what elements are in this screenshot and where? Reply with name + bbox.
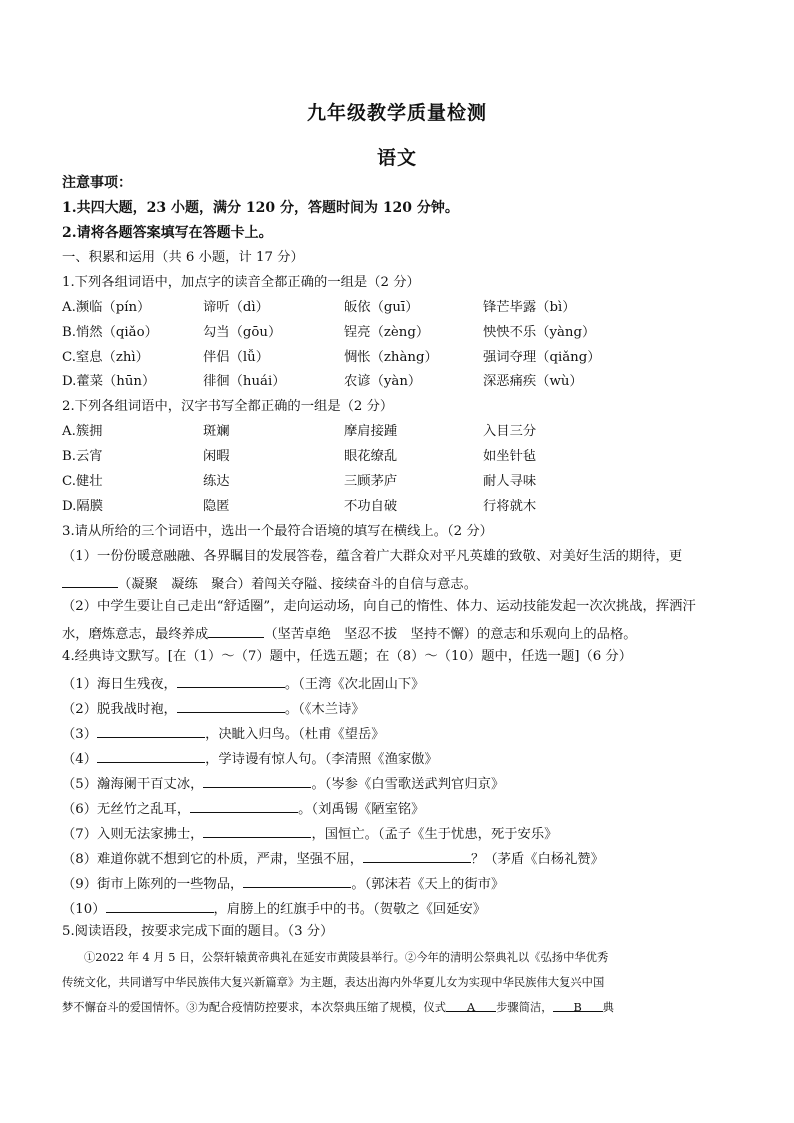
answer-blank — [243, 873, 351, 888]
option-cell: 锃亮（zèng） — [344, 325, 430, 340]
notes-heading: 注意事项： — [62, 175, 132, 191]
option-cell: C.窒息（zhì） — [62, 350, 149, 365]
q3-p2-line2-b: （坚苦卓绝 坚忍不拔 坚持不懈）的意志和乐观向上的品格。 — [264, 627, 637, 642]
poem-item — [62, 898, 742, 919]
poem-item — [62, 848, 742, 869]
option-cell: 伴侣（lǚ） — [203, 350, 270, 365]
answer-blank — [97, 748, 205, 763]
option-cell: 勾当（gōu） — [203, 325, 282, 340]
q5-passage-text: 梦不懈奋斗的爱国情怀。③为配合疫情防控要求，本次祭典压缩了规模，仪式 — [62, 1001, 447, 1014]
q5-stem: 5.阅读语段，按要求完成下面的题目。（3 分） — [62, 924, 334, 939]
answer-blank — [177, 673, 285, 688]
poem-item — [62, 748, 742, 769]
q3-p1-line1: （1）一份份暖意融融、各界瞩目的发展答卷，蕴含着广大群众对平凡英雄的致敬、对美好生活的期待，更 — [62, 549, 683, 564]
answer-blank — [203, 823, 311, 838]
option-cell: C.健壮 — [62, 474, 103, 489]
poem-post: 。（郭沫若《天上的街市》 — [351, 877, 505, 892]
notes-item-2: 2.请将各题答案填写在答题卡上。 — [62, 225, 273, 241]
option-cell: 眼花缭乱 — [344, 449, 398, 464]
option-cell: 深恶痛疾（wù） — [483, 374, 583, 389]
option-cell: 怏怏不乐（yàng） — [483, 325, 596, 340]
poem-post: ，国恒亡。（孟子《生于忧患，死于安乐》 — [311, 827, 558, 842]
q5-passage-line3 — [62, 995, 742, 1020]
option-cell: 谛听（dì） — [203, 300, 269, 315]
answer-blank — [208, 623, 264, 638]
q3-p2-line2 — [62, 623, 742, 644]
answer-blank — [190, 798, 298, 813]
poem-pre: （1）海日生残夜， — [62, 677, 177, 692]
poem-pre: （7）入则无法家拂士， — [62, 827, 204, 842]
poem-pre: （4） — [62, 752, 98, 767]
q5-passage-text: 典 — [602, 1001, 614, 1014]
poem-post: ，学诗谩有惊人句。（李清照《渔家傲》 — [205, 752, 438, 767]
blank-b: B — [553, 995, 603, 1012]
poem-item — [62, 723, 742, 744]
q5-passage-line2: 传统文化，共同谱写中华民族伟大复兴新篇章》为主题，表达出海内外华夏儿女为实现中华民族伟大复兴中国 — [62, 976, 605, 989]
q3-p1-line2 — [62, 573, 742, 594]
poem-item — [62, 823, 742, 844]
answer-blank — [62, 573, 118, 588]
subject-title: 语文 — [376, 147, 417, 169]
q5-passage-line1: ①2022 年 4 月 5 日，公祭轩辕黄帝典礼在延安市黄陵县举行。②今年的清明公祭典礼以《弘扬中华优秀 — [84, 951, 609, 964]
option-cell: 摩肩接踵 — [344, 424, 398, 439]
q3-p2-line1: （2）中学生要让自己走出“舒适圈”，走向运动场，向自己的惰性、体力、运动技能发起一次次挑战，挥洒汗 — [62, 599, 696, 614]
q2-stem: 2.下列各组词语中，汉字书写全都正确的一组是（2 分） — [62, 399, 394, 414]
option-cell: 行将就木 — [483, 499, 537, 514]
option-cell: 斑斓 — [203, 424, 230, 439]
q1-stem: 1.下列各组词语中，加点字的读音全都正确的一组是（2 分） — [62, 275, 420, 290]
poem-pre: （8）难道你就不想到它的朴质，严肃，坚强不屈， — [62, 852, 363, 867]
option-cell: D.藿菜（hūn） — [62, 374, 156, 389]
poem-pre: （5）瀚海阑干百丈冰， — [62, 777, 204, 792]
poem-item — [62, 798, 742, 819]
notes-item-1: 1.共四大题，23 小题，满分 120 分，答题时间为 120 分钟。 — [62, 200, 459, 216]
answer-blank — [203, 773, 311, 788]
option-cell: 锋芒毕露（bì） — [483, 300, 576, 315]
answer-blank — [106, 898, 214, 913]
option-cell: B.云宵 — [62, 449, 103, 464]
poem-post: ，决眦入归鸟。（杜甫《望岳》 — [205, 727, 385, 742]
option-cell: 闲暇 — [203, 449, 230, 464]
option-cell: D.隔膜 — [62, 499, 104, 514]
option-cell: 惆怅（zhàng） — [344, 350, 438, 365]
q3-p2-line2-a: 水，磨炼意志，最终养成 — [62, 627, 209, 642]
option-cell: 练达 — [203, 474, 230, 489]
section-1-heading: 一、积累和运用（共 6 小题，计 17 分） — [62, 250, 304, 265]
option-cell: A.濒临（pín） — [62, 300, 151, 315]
poem-item — [62, 873, 742, 894]
poem-item — [62, 773, 742, 794]
poem-post: ？（茅盾《白杨礼赞》 — [471, 852, 604, 867]
poem-item — [62, 698, 742, 719]
option-cell: 隐匿 — [203, 499, 230, 514]
q4-stem: 4.经典诗文默写。[在（1）～（7）题中，任选五题；在（8）～（10）题中，任选一题]（6 分） — [62, 649, 633, 664]
poem-post: 。（岑参《白雪歌送武判官归京》 — [311, 777, 505, 792]
option-cell: 耐人寻味 — [483, 474, 537, 489]
blank-a: A — [446, 995, 496, 1012]
option-cell: 三顾茅庐 — [344, 474, 398, 489]
q3-stem: 3.请从所给的三个词语中，选出一个最符合语境的填写在横线上。（2 分） — [62, 524, 493, 539]
q5-passage-text: 步骤简洁， — [496, 1001, 553, 1014]
option-cell: 入目三分 — [483, 424, 537, 439]
poem-pre: （9）街市上陈列的一些物品， — [62, 877, 244, 892]
option-cell: 如坐针毡 — [483, 449, 537, 464]
answer-blank — [363, 848, 471, 863]
poem-pre: （3） — [62, 727, 98, 742]
q3-p1-line2-text: （凝聚 凝练 聚合）着闯关夺隘、接续奋斗的自信与意志。 — [118, 577, 478, 592]
poem-post: ，肩膀上的红旗手中的书。（贺敬之《回延安》 — [213, 902, 487, 917]
option-cell: 徘徊（huái） — [203, 374, 286, 389]
poem-post: 。（《木兰诗》 — [284, 702, 365, 717]
poem-item — [62, 673, 742, 694]
poem-pre: （10） — [62, 902, 106, 917]
option-cell: B.悄然（qiǎo） — [62, 325, 158, 340]
poem-pre: （6）无丝竹之乱耳， — [62, 802, 191, 817]
option-cell: 强词夺理（qiǎng） — [483, 350, 601, 365]
option-cell: 不功自破 — [344, 499, 398, 514]
answer-blank — [97, 723, 205, 738]
poem-pre: （2）脱我战时袍， — [62, 702, 177, 717]
option-cell: 农谚（yàn） — [344, 374, 422, 389]
option-cell: 皈依（guī） — [344, 300, 419, 315]
poem-post: 。（王湾《次北固山下》 — [284, 677, 425, 692]
exam-title: 九年级教学质量检测 — [306, 102, 487, 124]
poem-post: 。（刘禹锡《陋室铭》 — [298, 802, 425, 817]
answer-blank — [177, 698, 285, 713]
option-cell: A.簇拥 — [62, 424, 103, 439]
